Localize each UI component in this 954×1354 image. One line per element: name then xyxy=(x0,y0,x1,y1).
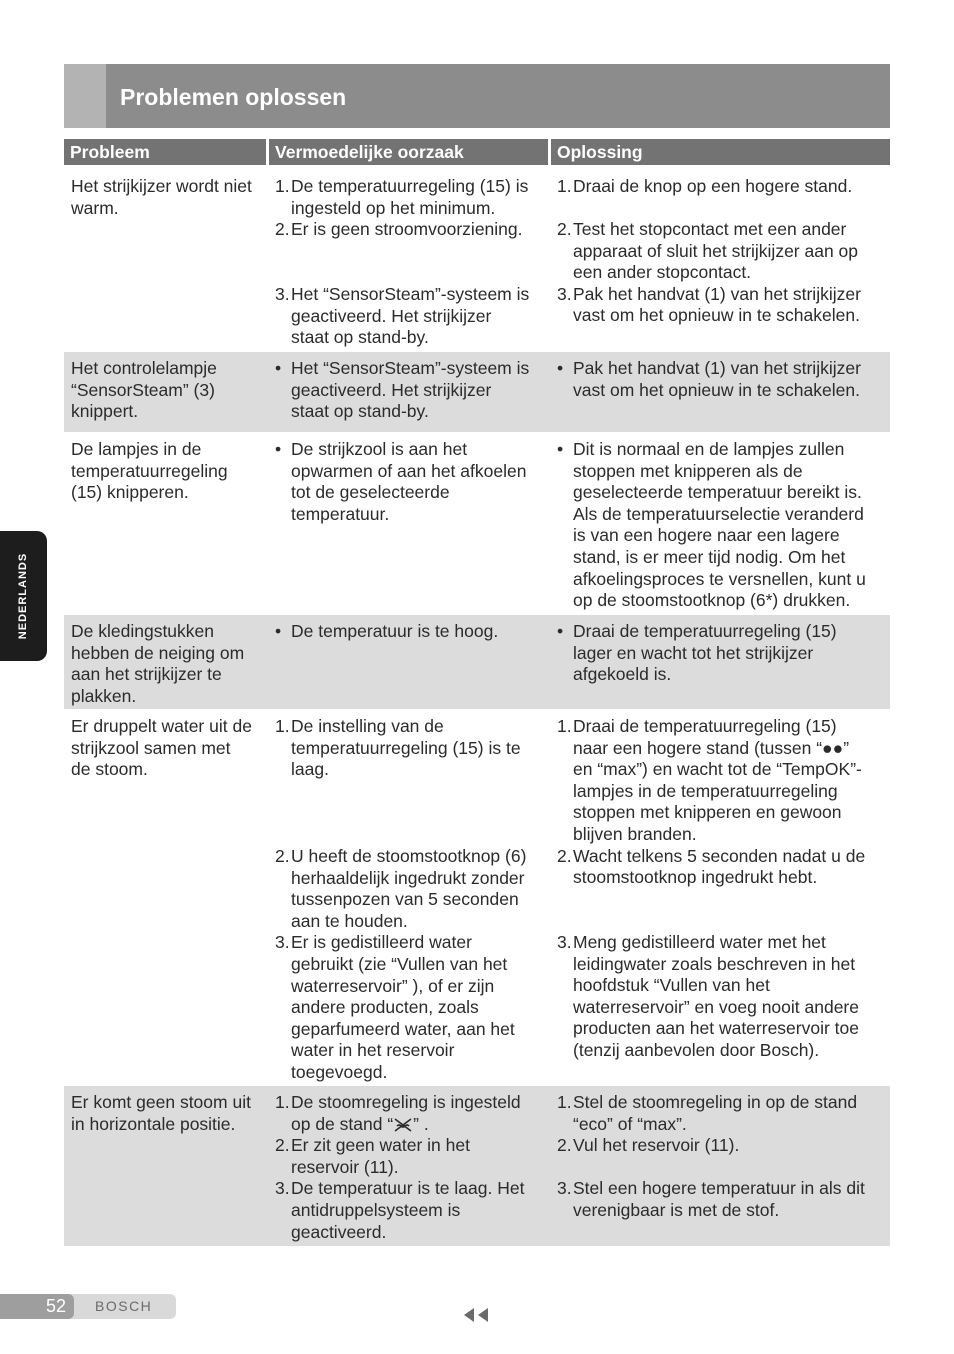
list-item: 3. De temperatuur is te laag. Het antidruppelsysteem is geactiveerd. xyxy=(275,1178,525,1242)
steam-off-icon xyxy=(393,1117,413,1133)
table-row-solutions xyxy=(557,1092,887,1157)
page-title: Problemen oplossen xyxy=(120,84,347,110)
column-header-solution: Oplossing xyxy=(551,139,890,165)
list-item: • Het “SensorSteam”-systeem is geactiveerd. Het strijkijzer staat op stand-by. xyxy=(275,358,530,422)
table-row-problem: Het strijkijzer wordt niet warm. xyxy=(71,176,252,218)
list-item: • Dit is normaal en de lampjes zullen stoppen met knipperen als de geselecteerde temperatuur bereikt is. Als de temperatuurselectie veranderd is van een hogere naar een lagere stand, is er meer tijd nodig. Om het afkoelingsproces te versnellen, kunt u op de stoomstootknop (6*) drukken. xyxy=(557,439,866,611)
table-row-causes xyxy=(275,358,547,423)
table-row-causes xyxy=(275,846,547,1084)
list-item: 2. Er zit geen water in het reservoir (11). xyxy=(275,1135,470,1177)
table-row-causes xyxy=(275,284,547,349)
table-row-solutions xyxy=(557,1178,887,1221)
list-item: • Draai de temperatuurregeling (15) lager en wacht tot het strijkijzer afgekoeld is. xyxy=(557,621,837,685)
list-item: 2. Er is geen stroomvoorziening. xyxy=(275,219,523,240)
list-item: 3. Er is gedistilleerd water gebruikt (zie “Vullen van het waterreservoir” ), of er zijn andere producten, zoals geparfumeerd water, aan het water in het reservoir toegevoegd. xyxy=(275,932,515,1082)
column-header-cause: Vermoedelijke oorzaak xyxy=(269,139,548,165)
list-item: 2. Wacht telkens 5 seconden nadat u de stoomstootknop ingedrukt hebt. xyxy=(557,845,866,888)
column-header-problem: Probleem xyxy=(64,139,266,165)
table-row-causes xyxy=(275,439,547,525)
table-row-causes xyxy=(275,176,547,241)
list-item: 3. Meng gedistilleerd water met het leidingwater zoals beschreven in het hoofdstuk “Vullen van het waterreservoir” en voeg nooit andere producten aan het waterreservoir toe (tenzij aanbevolen door Bosch). xyxy=(557,932,859,1060)
table-row-solutions xyxy=(557,932,887,1062)
list-item: 1. De stoomregeling is ingesteld op de stand “ ” . xyxy=(275,1092,521,1134)
list-item: 2. Test het stopcontact met een ander apparaat of sluit het strijkijzer aan op een ander stopcontact. xyxy=(557,219,859,283)
language-label: NEDERLANDS xyxy=(17,552,29,640)
table-row-causes xyxy=(275,621,547,643)
header-tab xyxy=(64,64,106,128)
list-item: 2. Vul het reservoir (11). xyxy=(557,1135,740,1156)
table-row-causes xyxy=(275,716,547,781)
list-item: 1. Stel de stoomregeling in op de stand “eco” of “max”. xyxy=(557,1092,858,1134)
list-item: • De strijkzool is aan het opwarmen of aan het afkoelen tot de geselecteerde temperatuur. xyxy=(275,439,527,524)
list-item: 1. De temperatuurregeling (15) is ingesteld op het minimum. xyxy=(275,176,529,218)
list-item: 3. Stel een hogere temperatuur in als dit verenigbaar is met de stof. xyxy=(557,1178,865,1220)
language-tab xyxy=(0,531,47,661)
table-row-solutions xyxy=(557,176,887,198)
table-row-solutions xyxy=(557,716,887,889)
list-item: 1. De instelling van de temperatuurregeling (15) is te laag. xyxy=(275,716,521,780)
brand-label: BOSCH xyxy=(95,1298,153,1314)
table-row-solutions xyxy=(557,439,887,612)
section-header xyxy=(64,64,890,128)
table-row-problem: De lampjes in de temperatuurregeling (15) knipperen. xyxy=(71,439,228,503)
table-row-problem: Er komt geen stoom uit in horizontale positie. xyxy=(71,1092,251,1134)
table-row-causes xyxy=(275,1092,547,1243)
list-item: • Pak het handvat (1) van het strijkijzer vast om het opnieuw in te schakelen. xyxy=(557,358,861,400)
list-item: 1. Draai de knop op een hogere stand. xyxy=(557,176,853,196)
list-item: 1. Draai de temperatuurregeling (15) naar een hogere stand (tussen “●●” en “max”) en wacht tot de “TempOK”- lampjes in de temperatuurregeling stoppen met knipperen en gewoon blijven branden. xyxy=(557,716,862,844)
table-row-problem: Er druppelt water uit de strijkzool samen met de stoom. xyxy=(71,716,252,780)
list-item: • De temperatuur is te hoog. xyxy=(275,621,499,641)
table-row-solutions xyxy=(557,358,887,401)
table-row-solutions xyxy=(557,219,887,327)
page-number: 52 xyxy=(0,1294,74,1319)
double-left-arrow-icon[interactable] xyxy=(462,1306,490,1324)
list-item: 2. U heeft de stoomstootknop (6) herhaaldelijk ingedrukt zonder tussenpozen van 5 seconden aan te houden. xyxy=(275,846,527,931)
table-row-solutions xyxy=(557,621,887,686)
list-item: 3. Pak het handvat (1) van het strijkijzer vast om het opnieuw in te schakelen. xyxy=(557,283,861,326)
table-row-problem: De kledingstukken hebben de neiging om aan het strijkijzer te plakken. xyxy=(71,621,245,706)
table-row-problem: Het controlelampje “SensorSteam” (3) knippert. xyxy=(71,358,217,422)
list-item: 3. Het “SensorSteam”-systeem is geactiveerd. Het strijkijzer staat op stand-by. xyxy=(275,284,530,348)
